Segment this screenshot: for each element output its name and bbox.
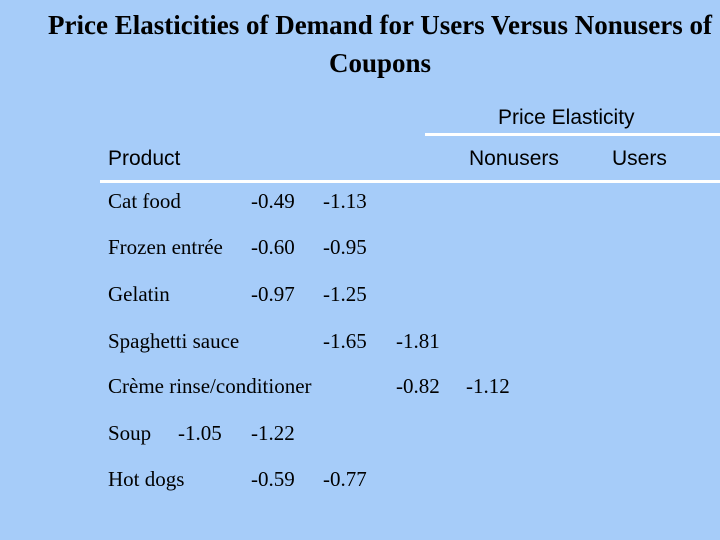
group-header-rule bbox=[425, 133, 720, 136]
nonusers-cell: -1.65 bbox=[323, 329, 367, 353]
slide-title: Price Elasticities of Demand for Users Versus Nonusers of Coupons bbox=[48, 10, 712, 78]
nonusers-cell: -1.05 bbox=[178, 421, 222, 445]
nonusers-cell: -0.97 bbox=[251, 282, 295, 306]
users-column-header: Users bbox=[612, 147, 667, 170]
product-cell: Hot dogs bbox=[108, 467, 185, 491]
users-cell: -1.25 bbox=[323, 282, 367, 306]
nonusers-cell: -0.49 bbox=[251, 189, 295, 213]
users-cell: -0.95 bbox=[323, 235, 367, 259]
users-cell: -1.13 bbox=[323, 189, 367, 213]
users-cell: -0.77 bbox=[323, 467, 367, 491]
users-cell: -1.81 bbox=[396, 329, 440, 353]
product-column-header: Product bbox=[108, 147, 181, 170]
nonusers-cell: -0.60 bbox=[251, 235, 295, 259]
product-cell: Crème rinse/conditioner bbox=[108, 374, 312, 398]
users-cell: -1.22 bbox=[251, 421, 295, 445]
nonusers-cell: -0.59 bbox=[251, 467, 295, 491]
nonusers-column-header: Nonusers bbox=[469, 147, 559, 170]
product-cell: Cat food bbox=[108, 189, 181, 213]
product-cell: Spaghetti sauce bbox=[108, 329, 240, 353]
product-cell: Gelatin bbox=[108, 282, 170, 306]
price-elasticity-header: Price Elasticity bbox=[498, 106, 635, 129]
product-cell: Frozen entrée bbox=[108, 235, 223, 259]
product-cell: Soup bbox=[108, 421, 152, 445]
nonusers-cell: -0.82 bbox=[396, 374, 440, 398]
users-cell: -1.12 bbox=[466, 374, 510, 398]
column-header-rule bbox=[100, 180, 720, 183]
